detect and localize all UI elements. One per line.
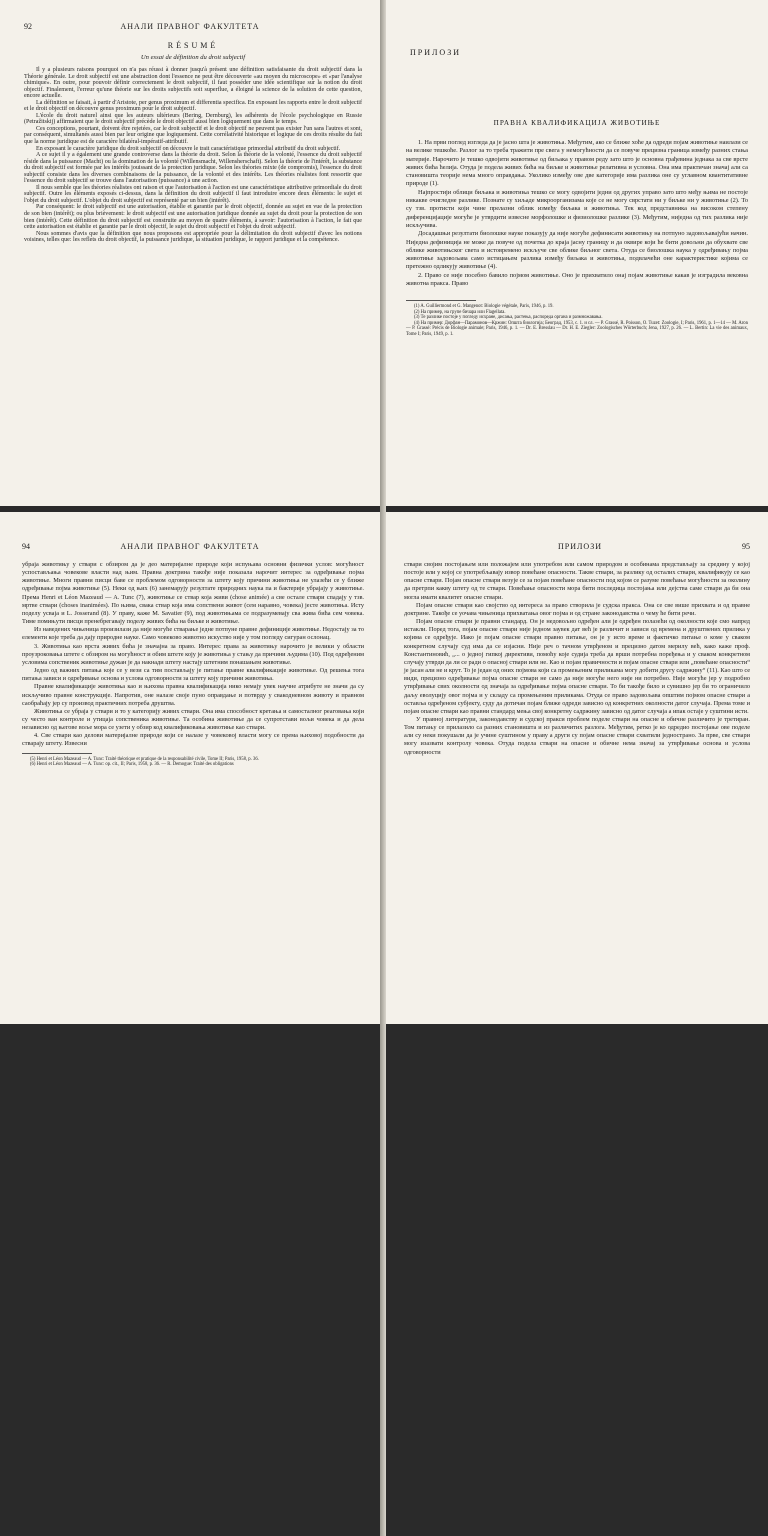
paragraph: Ces conceptions, pourtant, doivent être rejetées, car le droit subjectif et le droit objectif ne peuvent pas exister l'un sans l'autres et sont, par conséquent, simultanés aussi bien par leur origine que logiquement. Cette corrélativité historique et logique de ces droits résulte du fait que la norme juridique est de caractère bilatéral-impératif-attributif.: [24, 125, 362, 146]
running-head: ПРИЛОЗИ: [558, 542, 602, 551]
page-number: 94: [22, 542, 30, 551]
paragraph: La définition se faisait, à partir d'Aristote, per genus proximum et differentia specifica. En exposant les rapports entre le droit subjectif et le droit objectif on découvre genus proximum pour le droit subjectif.: [24, 99, 362, 113]
footnote: (2) На пример, на групе бичара или Flagellata.: [414, 309, 506, 315]
footnote: (6) Henri et Léon Mazeaud — A. Tunc: op. cit., II; Paris, 1958, p. 36. — R. Demogue: Traité des obligations: [30, 762, 234, 768]
page-92: [0, 0, 380, 506]
paragraph: 3. Животиња као врста живих бића је значајна за право. Интерес права за животињу нарочито је велики у области проузроковања штете с обзиром на могућност и обим штете коју је животиња у стању да причини људима (10). Под одређеним условима сопственик животиње дужан је да накнади штету настају штетним понашањем животиње.: [22, 642, 364, 666]
footnote: (5) Henri et Léon Mazeaud — A. Tunc: Traité théorique et pratique de la responsabilité civile, Tome II; Paris, 1958, p. 36.: [30, 756, 259, 762]
paragraph: 4. Све ствари као делови материјалне природе који се налазе у човековој власти могу се према њиховој подобности да стварају штету. Извесни: [22, 732, 364, 748]
page-93: [386, 0, 768, 506]
paragraph: Појам опасне ствари је правни стандард. Он је недовољно одређен али је одређен полазећи од околности које смо напред истакли. Поред тога, појам опасне ствари није једном заувек дат већ је различит и зависи од времена и друштвених прилика у којима се одређује. Иако је појам опасне ствари правно питање, он је у исто време и фактичко питање о коме у сваком конкретном случају суд има да се изјасни. Није реч о тачном утврђеном и прецизно датом мерилу већ, како каже проф. Константиновић, „... о једној гипкој директиви, помоћу које судија треба да врши потребна поређења и у сваком конкретном случају утврди да ли се ради о опасној ствари или не. Као и појам правичности и појам опасне ствари или „повећане опасности“ је јасан али не и крут. То је један од оних појмова који са промењеним приликама могу добити другу садржину“ (11). Као што се види, прецизно одређивање појма опасне ствари не само да није могуће него није ни потребно. Није могуће јер у подробно утврђивање свих околности од значаја за одређивање појма опасне ствари. То би такође било и сувишно јер би то ограничило даљу еволуцију овог појма и у складу са промењеним приликама. Отуда се право задовољава општим појмом опасне ствари а оставља одређеном субјекту, суду да дотичан појам ближе одреди зависно од конкретних околности датог случаја. Према томе и појам опасне ствари као правни стандард мења свој конкретну садржину зависно од датог случаја а ипак остаје у суштини исти.: [404, 618, 750, 715]
page-94: [0, 512, 380, 1024]
article-title: ПРАВНА КВАЛИФИКАЦИЈА ЖИВОТИЊЕ: [493, 119, 661, 127]
resume-subtitle: Un essai de définition du droit subjectif: [140, 54, 246, 61]
paragraph: Il y a plusieurs raisons pourquoi on n'a pas réussi à donner jusqu'à présent une définition satisfaisante du droit subjectif dans la Théorie générale. Le droit subjectif est une abstraction dont l'essence ne peut être découverte «au moyen du microscope» et «par l'analyse chimique». En outre, pour pouvoir définir correctement le droit subjectif, il faut posséder une idée scientifique sur la notion du droit objectif. Finalement, l'erreur qu'une théorie sur les droits subjectifs soit superflue, a éloigné la science de la solution de cette question, encore actuelle.: [24, 67, 362, 100]
paragraph: Правне квалификације животиња као и њихова правна квалификација нико немају увек научне атрибуте не значи да су искључиво правне конструкције. Напротив, оне налазе своје пуно оправдање и потврду у свакодневном животу и правном саобраћају јер су производ практичних потреба друштва.: [22, 683, 364, 707]
paragraph: Par conséquent: le droit subjectif est une autorisation, établie et garantie par le droit objectif, donnée au sujet en vue de la protection de son bien (intérêt); ou plus brièvement: le droit subjectif est une autorisation juridique donnée au sujet du droit pour la protection de son bien (intérêt). Cette définition du droit subjectif est construite au moyen de quatre éléments, à savoir: l'autorisation à l'action, le fait que cette autorisation est établie et garantie par le droit objectif, le sujet du droit subjectif et l'objet du droit subjectif.: [24, 204, 362, 231]
page-95: [386, 512, 768, 1024]
paragraph: У правној литератури, законодавству и судској пракси проблем поделе ствари на опасне и обичне различито је третиран. Том питању се прилазило са разних становишта и из различитих разлога. Међутим, ретко је ко одредио постојање ове поделе али су неки покушали да је учине суштином у праву а други су појам опасне ствари схватили једнострано. За прве, све ствари могу изазвати контролу човека. Отуда подела ствари на опасне и обичне нема значај за утврђивање основа и услова одговорности: [404, 715, 750, 756]
paragraph: En exposant le caractère juridique du droit subjectif on découvre le trait caractéristique primordial attributif du droit subjectif.: [36, 145, 341, 152]
section-heading: ПРИЛОЗИ: [410, 48, 461, 57]
paragraph: A ce sujet il y a également une grande controverse dans la théorie du droit. Selon la théorie de la volonté, l'essence du droit subjectif réside dans la puissance (Macht) ou la domination de la volonté (Willensmacht, Willensherschaft). Selon la théorie de l'intérêt, la substance du droit subjectif est formée par les intérêts jouissant de la protection juridique. Selon les théories mixte (de compromis), l'essence du droit subjectif consiste dans les diverses combinaisons de la puissance, de la volonté et des intérêts. Les théories réalistes font ressortir que l'essence du droit subjectif se trouve dans l'autorisation (puissance) à une action.: [24, 152, 362, 185]
paragraph: ствари својим постојањем или положајем или употребом или самом природом и особинама представљају за средину у којој постоје или у којој се употребљавају извор повећане опасности. Такве ствари, за разлику од осталих ствари, квалификују се као опасне ствари. Појам опасне ствари везује се за појам повећане опасности под којом се разуме повећање могућности за околину да претрпи какву штету од те ствари. Повећање опасности мора бити последица постојања или дејства саме ствари да би она могла имати квалитет опасне ствари.: [404, 561, 750, 601]
paragraph: 2. Право се није посебно бавило појмом животиње. Оно је прихватило онај појам животиње какав је изградила вековна животна пракса. Право: [406, 271, 748, 288]
footnote-rule: [22, 753, 92, 754]
paragraph: Из наведених чињеница произилази да није могуће стварање једне потпуне правне дефиниције животиње. Недостају за то елементи које треба да дају природне науке. Само човеково животно искуство није у том погледу сигуран ослонац.: [22, 626, 364, 642]
page-number: 92: [24, 22, 32, 31]
running-head: АНАЛИ ПРАВНОГ ФАКУЛТЕТА: [120, 22, 260, 31]
paragraph: 1. На први поглед изгледа да је јасно шта је животиња. Међутим, ако се ближе хоће да одреди појам животиње наилази се на велике тешкоће. Разлог за то треба тражити пре свега у немогућности да се повуче прецизна граница између разних стања материје. Нарочито је тешко одвојити животиње од биљака у правом реду зато што је основна грађевина једнака за све врсте живих бића ћелија. Отуда је подела живих бића на биљке и животиње релативна и условна. Она има практичан значај али са становишта теорије нема много оправдања. Уколико између ове две категорије има разлика оне су углавном квантитативне природе (1).: [406, 139, 748, 188]
running-head: АНАЛИ ПРАВНОГ ФАКУЛТЕТА: [120, 542, 260, 551]
page-header: [404, 542, 750, 553]
footnote: (4) На пример: Дорфан—Парамонов—Кржин: Општа биологија; Београд, 1953, с. 1. и сл. — P. Grassé, R. Poisson, O. Tuzet: Zoologie, I; Paris, 1961, p. 1—14 — M. Aron — P. Grassé: Précis de Biologie animale; Paris, 1946, p. 1. — Dr. E. Bresslau — Dr. H. E. Ziegler: Zoologisches Wörterbuch; Jena, 1927, p. 26. — L. Bertin: La vie des animaux, Tome I; Paris, 1949, p. 1.: [406, 320, 748, 337]
resume-title: RÉSUMÉ: [167, 41, 219, 50]
paragraph: убраја животињу у ствари с обзиром да је део материјалне природе који испуњава основни физички услов: могућност успостављања човекове власти над њим. Правна доктрина такође није показала нарочит интерес за одређивање појма животиње. Многи правни писци баве се проблемом одговорности за штету коју причини животиња не улазећи се у ближе одређивање појма животиње (5). Неки од њих (6) занемарују резултате природних наука па и бактерије убрајају у животиње. Према Henri et Léon Mazeaud — A. Tunc (7), животиње се ствар која живи (chose animée) а све остале ствари спадају у тзв. мртве ствари (choses inanimées). По њима, свака ствар која има сопствени живот (сем наравно, човека) јесте животиња. Исту поделу усваја и L. Josserand (8). У праву, каже М. Savatier (9), под животињама се подразумевају сва жива бића сем човека. Тиме помињути писци пренебрегавају поделу живих бића на биљке и животиње.: [22, 561, 364, 626]
paragraph: Nous sommes d'avis que la définition que nous proposons est appropriée pour la délimitation du droit subjectif d'avec les notions voisines, telles que: les reflets du droit objectif, la puissance juridique, la situation juridique, le rapport juridique et la compétence.: [24, 230, 362, 244]
page-header: [22, 542, 364, 553]
paragraph: Једно од важних питања које се у вези са тим постављају је питање правне квалификације животиње. Од решења тога питања зависи и одређивање основа и услова одговорности за штету коју причини животиња.: [22, 667, 364, 683]
footnote-rule: [406, 300, 476, 301]
footnote: (1) A. Guilliermond et G. Mangenot: Biologie végétale, Paris, 1946, p. 19.: [414, 304, 554, 310]
paragraph: Појам опасне ствари као својство од интереса за право створила је судска пракса. Она се све више прихвата и од правне доктрине. Такође се уочава чињеница прихватања овог појма и од стране законодавства о чему ће бити речи.: [404, 601, 750, 617]
paragraph: Најпростији облици биљака и животиња тешко се могу одвојити једни од других управо зато што међу њима не постоје никакве очигледне разлике. Познате су хиљаде микроорганизама које се не могу сврстати ни у биљке ни у животиње (2). То су тзв. протисти који чине прелазни облик између биљака и животиња. Тек код представника на високом степену диференцијације могуће је утврдити извесне морфолошке и физиолошке разлике (3). Међутим, ниједна од тих разлика није искључива.: [406, 188, 748, 229]
paragraph: L'école du droit naturel ainsi que les auteurs ultérieurs (Bering, Dernburg), les adhérents de l'école psychologique en Russie (Petražitskij) affirmaient que le droit subjectif précède le droit objectif aussi bien logiquement que dans le temps.: [24, 112, 362, 126]
paragraph: Животиња се убраја у ствари и то у категорију живих ствари. Она има способност кретања и самосталног реаговања који су често ван контроле и утицаја сопственика животиње. Та особина животиње да се супротстави вољи човека и да дела независно од његове воље мора се узети у обзир код квалификовања животиње као ствари.: [22, 707, 364, 732]
page-header: [24, 22, 362, 33]
paragraph: Досадашњи резултати биолошке науке показују да није могуће дефинисати животињу на потпуно задовољавајући начин. Ниједна дефиниција не може да повуче од почетка до краја јасну границу и да оквире који ће бити довољни да обухвате све облике животињског света и истовремено искључе све облике биљног света. Отуда се биолошка наука у одређивању појма животиње задовољава само истицањем разлика између биљака и животиња, подвлачећи оне карактеристике којима се претежно одликују животиње (4).: [406, 230, 748, 271]
page-number: 95: [742, 542, 750, 551]
footnote: (3) Те разлике постоје у погледу исхране, дисања, растења, распореда органа и размножавања.: [414, 315, 603, 321]
paragraph: Il nous semble que les théories réalistes ont raison et que l'autorisation à l'action est une caractéristique attributive primordiale du droit subjectif. Outre les éléments exposés ci-dessus, dans la définition du droit subjectif il faut introduire encore deux éléments: le sujet et l'objet du droit subjectif. L'objet du droit subjectif est représenté par un bien (intérêt).: [24, 184, 362, 204]
